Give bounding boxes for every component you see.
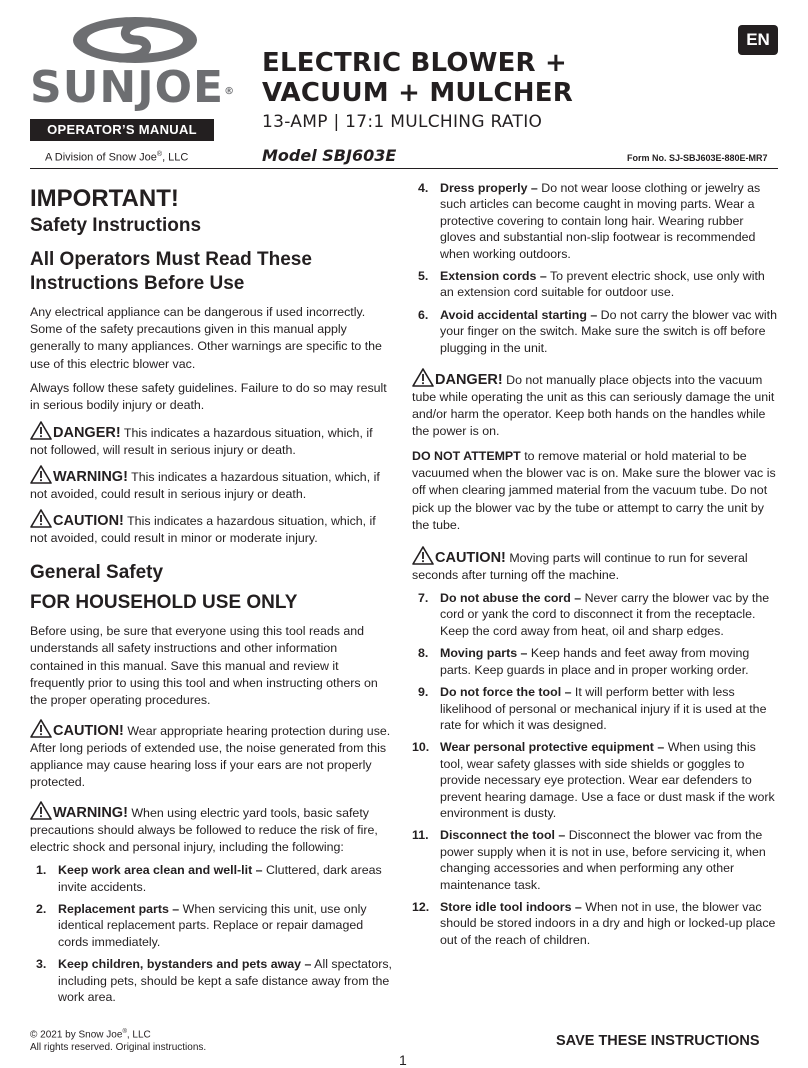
danger-definition: DANGER! This indicates a hazardous situation, which, if not followed, will result in serious injury or death.: [30, 421, 392, 459]
language-badge: EN: [738, 25, 778, 55]
warning-triangle-icon: [412, 546, 434, 565]
warning-definition: WARNING! This indicates a hazardous situation, which, if not avoided, could result in serious injury or death.: [30, 465, 392, 503]
safety-list-left: [30, 862, 392, 1005]
operators-manual-banner: OPERATOR’S MANUAL: [30, 119, 214, 141]
list-item: 8. Moving parts – Keep hands and feet away from moving parts. Keep guards in place and in proper working order.: [418, 646, 750, 677]
warning-triangle-icon: [412, 368, 434, 387]
yard-tools-warning: WARNING! When using electric yard tools, basic safety precautions should always be followed to reduce the risk of fire, electric shock and personal injury, including the following:: [30, 801, 392, 856]
list-item: 7. Do not abuse the cord – Never carry the blower vac by the cord or yank the cord to disconnect it from the receptacle. Keep the cord away from heat, oil and sharp edges.: [418, 591, 770, 638]
intro-paragraph: Any electrical appliance can be dangerous if used incorrectly. Some of the safety precautions given in this manual apply generally to many appliances. Other warnings are specific to the use of this electric blower vac.: [30, 305, 382, 371]
safety-list-right-b: [412, 590, 778, 948]
list-item: 9. Do not force the tool – It will perform better with less likelihood of personal or mechanical injury if it is used at the rate for which it was designed.: [418, 685, 767, 732]
do-not-attempt-paragraph: DO NOT ATTEMPT to remove material or hold material to be vacuumed when the blower vac is on. Make sure the blower vac is off when clearing jammed material from the vacuum tube. Do not pick up the blower vac by the tube or attempt to carry the unit by the tube.: [412, 449, 776, 532]
model-number: Model SBJ603E: [262, 146, 397, 165]
left-column: [30, 176, 392, 1011]
vacuum-tube-danger: DANGER! Do not manually place objects into the vacuum tube while operating the unit as this can seriously damage the unit and/or harm the operator. Keep both hands on the handles while the power is on.: [412, 368, 778, 440]
caution-definition: CAUTION! This indicates a hazardous situation, which, if not avoided, could result in minor or moderate injury.: [30, 509, 392, 547]
safety-instructions-heading: Safety Instructions: [30, 215, 202, 236]
safety-list-right-a: [412, 180, 778, 356]
warning-triangle-icon: [30, 465, 52, 484]
warning-triangle-icon: [30, 509, 52, 528]
division-text: A Division of Snow Joe®, LLC: [45, 151, 189, 164]
form-number: Form No. SJ-SBJ603E-880E-MR7: [627, 153, 768, 163]
list-item: 3. Keep children, bystanders and pets away – All spectators, including pets, should be kept a safe distance away from the work area.: [36, 957, 392, 1005]
brand-name: SUNJOE®: [30, 62, 236, 113]
list-item: 5. Extension cords – To prevent electric shock, use only with an extension cord suitable for outdoor use.: [418, 269, 765, 300]
list-item: 4. Dress properly – Do not wear loose clothing or jewelry as such articles can become caught in moving parts. Wear a protective covering to contain long hair. Wearing rubber gloves and substantial non-slip footwear is recommended when working outdoors.: [418, 181, 761, 261]
general-safety-paragraph: Before using, be sure that everyone using this tool reads and understands all safety instructions and other information contained in this manual. Save this manual and review it frequently prior to using this tool and when instructing others on the proper operating procedures.: [30, 624, 378, 708]
hearing-caution: CAUTION! Wear appropriate hearing protection during use. After long periods of extended use, the noise generated from this appliance may cause hearing loss if your ears are not properly protected.: [30, 719, 392, 791]
household-use-heading: FOR HOUSEHOLD USE ONLY: [30, 592, 298, 614]
list-item: 2. Replacement parts – When servicing this unit, use only identical replacement parts. Replace or repair damaged cords immediately.: [36, 902, 367, 949]
document-subtitle: 13-AMP | 17:1 MULCHING RATIO: [262, 112, 543, 132]
moving-parts-caution: CAUTION! Moving parts will continue to run for several seconds after turning off the machine.: [412, 546, 778, 584]
document-title: ELECTRIC BLOWER + VACUUM + MULCHER: [262, 48, 573, 108]
general-safety-heading: General Safety: [30, 562, 164, 584]
sunjoe-logo-icon: [70, 14, 200, 66]
save-instructions-footer: SAVE THESE INSTRUCTIONS: [556, 1033, 760, 1049]
warning-triangle-icon: [30, 421, 52, 440]
header-divider: [30, 168, 778, 169]
guidelines-paragraph: Always follow these safety guidelines. Failure to do so may result in serious bodily injury or death.: [30, 380, 387, 413]
must-read-heading: All Operators Must Read These Instructions Before Use: [30, 249, 312, 294]
list-item: 10. Wear personal protective equipment – When using this tool, wear safety glasses with side shields or goggles to provide necessary eye protection. Wear ear defenders to prevent hearing damage. Use a face or dust mask if the work environment is dusty.: [412, 740, 775, 820]
list-item: 1. Keep work area clean and well-lit – Cluttered, dark areas invite accidents.: [36, 863, 382, 894]
warning-triangle-icon: [30, 801, 52, 820]
copyright-notice: © 2021 by Snow Joe®, LLC All rights reserved. Original instructions.: [30, 1029, 207, 1053]
important-heading: IMPORTANT!: [30, 185, 179, 212]
page-number: 1: [399, 1052, 407, 1068]
right-column: [412, 180, 778, 954]
warning-triangle-icon: [30, 719, 52, 738]
list-item: 12. Store idle tool indoors – When not in use, the blower vac should be stored indoors in a dry and high or locked-up place out of the reach of children.: [412, 899, 776, 947]
list-item: 6. Avoid accidental starting – Do not carry the blower vac with your finger on the switch. Make sure the switch is off before plugging in the unit.: [418, 307, 777, 355]
list-item: 11. Disconnect the tool – Disconnect the blower vac from the power supply when it is not in use, before servicing it, when changing accessories and when performing any other maintenance task.: [412, 828, 766, 892]
